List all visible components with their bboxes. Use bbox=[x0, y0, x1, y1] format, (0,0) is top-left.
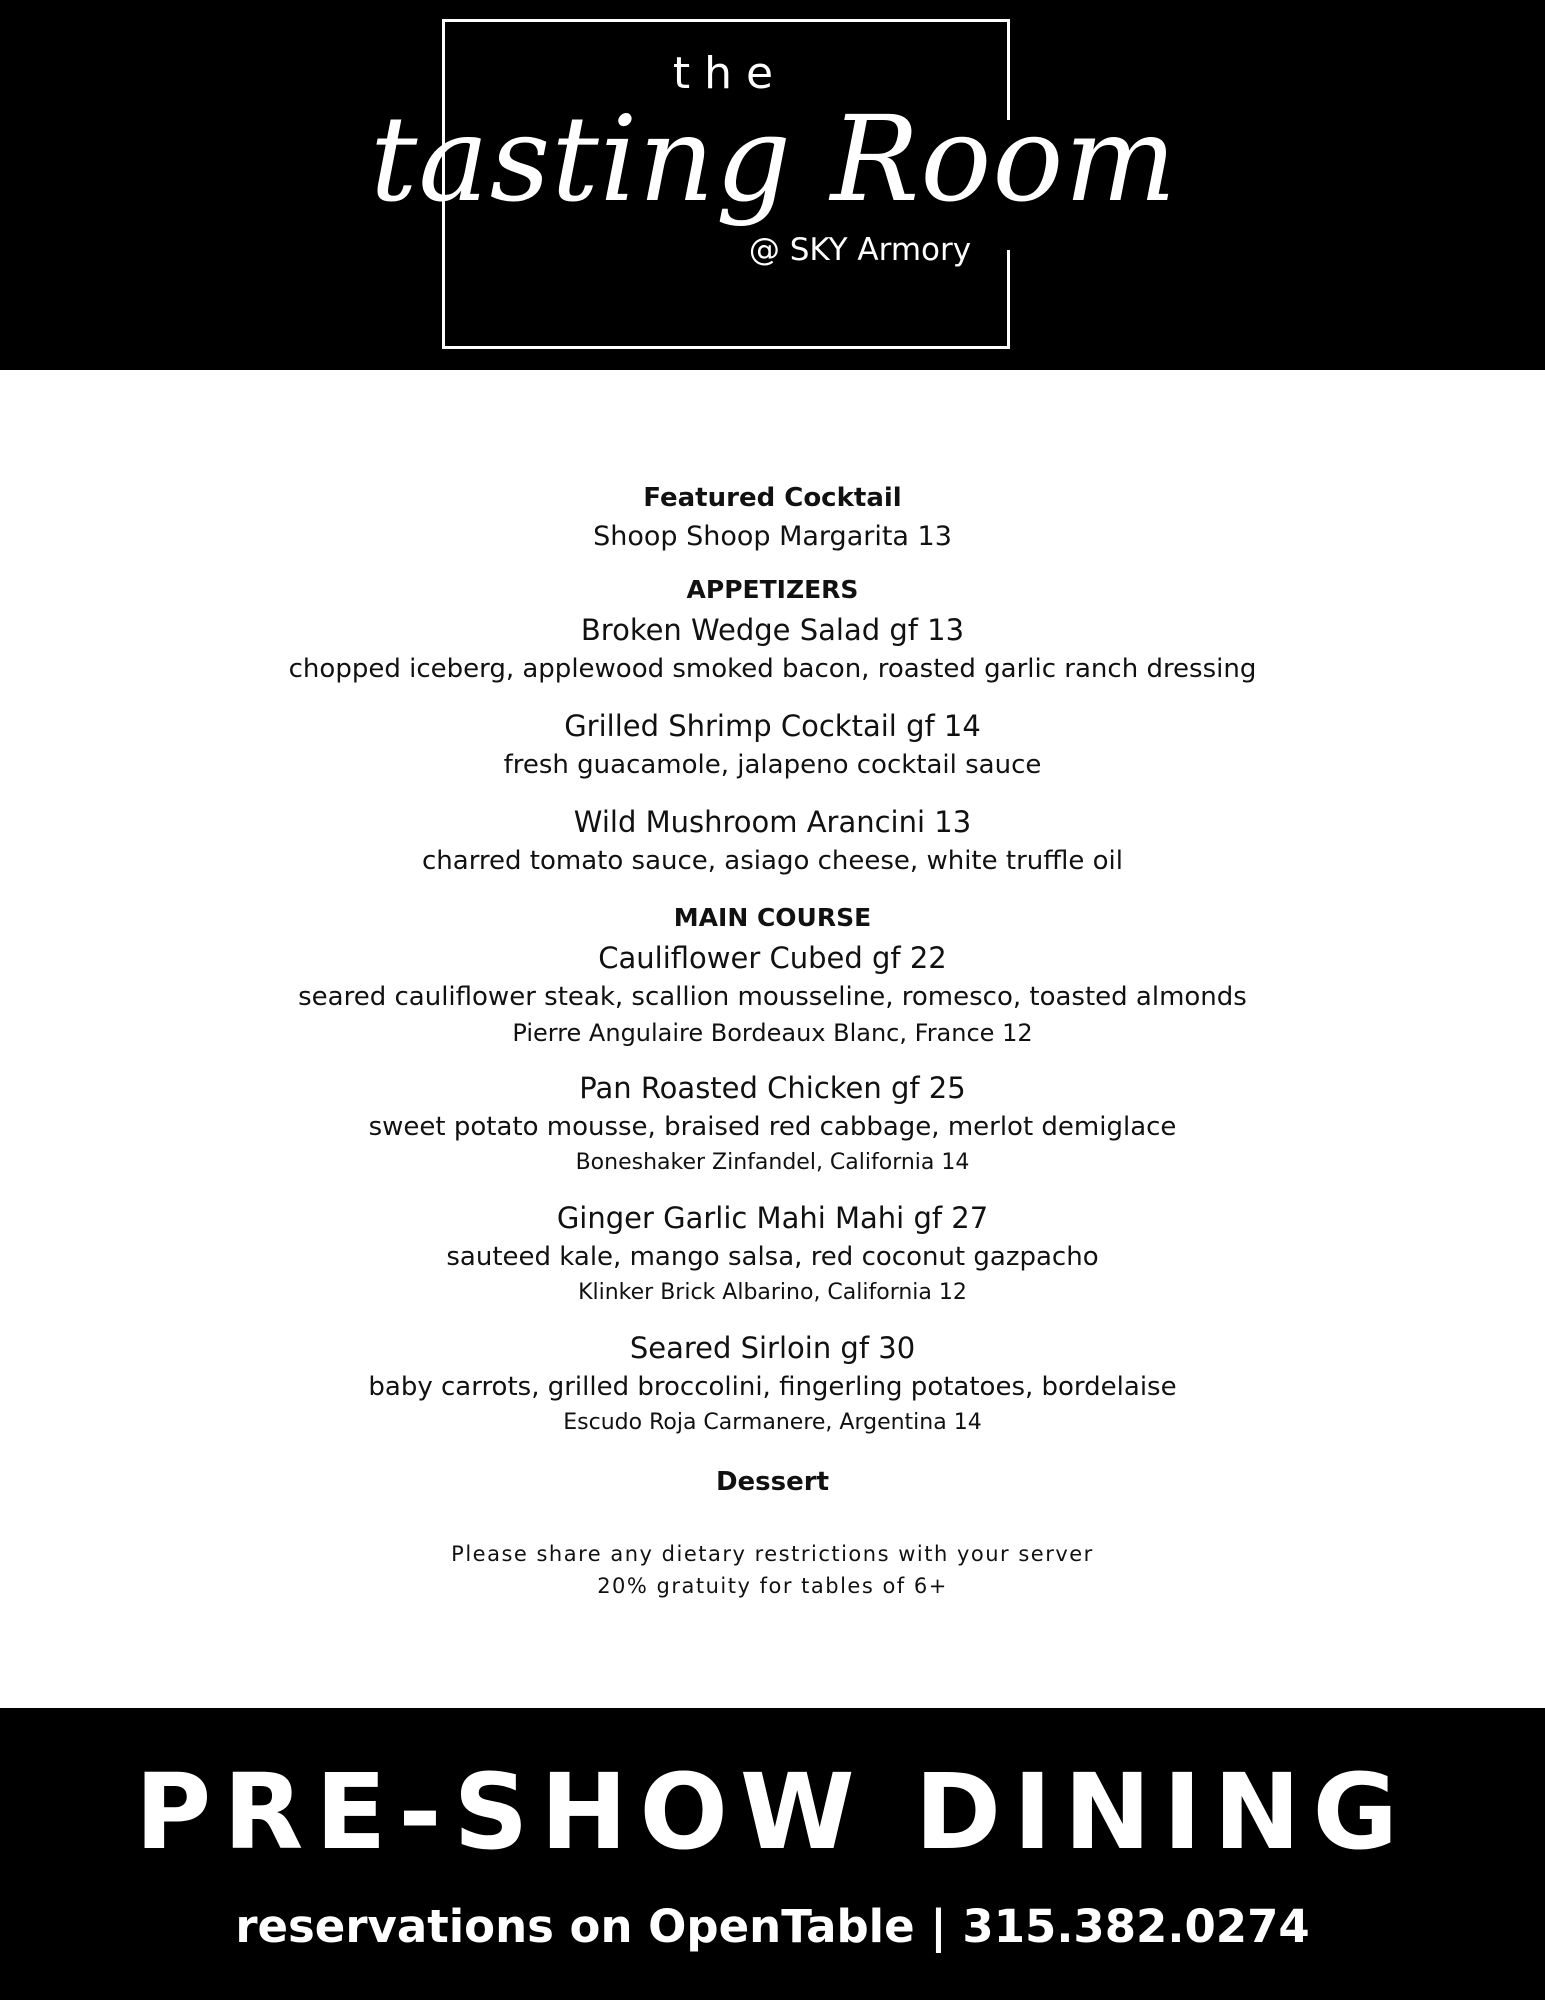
logo-location: @ SKY Armory bbox=[748, 232, 972, 268]
menu-item bbox=[0, 610, 1545, 688]
dish-name: Ginger Garlic Mahi Mahi gf 27 bbox=[556, 1201, 989, 1235]
wine-pairing: Pierre Angulaire Bordeaux Blanc, France 12 bbox=[512, 1019, 1033, 1047]
dish-description: seared cauliflower steak, scallion mousseline, romesco, toasted almonds bbox=[298, 982, 1247, 1012]
notes-section bbox=[0, 1538, 1545, 1602]
main-course-section bbox=[0, 898, 1545, 1440]
dessert-title: Dessert bbox=[715, 1467, 830, 1497]
menu-item bbox=[0, 1198, 1545, 1310]
wine-pairing: Klinker Brick Albarino, California 12 bbox=[578, 1280, 967, 1305]
wine-pairing: Boneshaker Zinfandel, California 14 bbox=[575, 1150, 970, 1175]
menu-body bbox=[0, 478, 1545, 1602]
dish-name: Seared Sirloin gf 30 bbox=[629, 1331, 916, 1365]
dish-description: fresh guacamole, jalapeno cocktail sauce bbox=[503, 750, 1042, 780]
dish-name: Pan Roasted Chicken gf 25 bbox=[579, 1071, 966, 1105]
dish-description: charred tomato sauce, asiago cheese, white truffle oil bbox=[421, 846, 1123, 876]
menu-item bbox=[0, 1068, 1545, 1180]
logo-name: tasting Room bbox=[370, 90, 1178, 228]
logo-the: the bbox=[672, 48, 788, 99]
dish-name: Grilled Shrimp Cocktail gf 14 bbox=[564, 709, 981, 743]
dish-description: baby carrots, grilled broccolini, fingerling potatoes, bordelaise bbox=[368, 1372, 1177, 1402]
main-course-title: MAIN COURSE bbox=[673, 903, 872, 932]
appetizers-section bbox=[0, 570, 1545, 880]
header-banner bbox=[0, 0, 1545, 370]
dish-name: Broken Wedge Salad gf 13 bbox=[580, 613, 965, 647]
featured-title: Featured Cocktail bbox=[643, 483, 902, 513]
footer-title: PRE-SHOW DINING bbox=[135, 1751, 1410, 1873]
menu-item bbox=[0, 938, 1545, 1050]
dish-description: sauteed kale, mango salsa, red coconut gazpacho bbox=[446, 1242, 1099, 1272]
dish-description: chopped iceberg, applewood smoked bacon, roasted garlic ranch dressing bbox=[288, 654, 1257, 684]
featured-section bbox=[0, 478, 1545, 556]
gratuity-note: 20% gratuity for tables of 6+ bbox=[597, 1574, 948, 1598]
dessert-section bbox=[0, 1462, 1545, 1502]
footer-banner bbox=[0, 1708, 1545, 2000]
featured-item: Shoop Shoop Margarita 13 bbox=[593, 521, 952, 552]
menu-item bbox=[0, 802, 1545, 880]
menu-item bbox=[0, 706, 1545, 784]
reservations-info: reservations on OpenTable | 315.382.0274 bbox=[235, 1900, 1310, 1953]
dish-name: Cauliflower Cubed gf 22 bbox=[598, 941, 947, 975]
menu-item bbox=[0, 1328, 1545, 1440]
dietary-note: Please share any dietary restrictions with your server bbox=[451, 1542, 1094, 1566]
dish-description: sweet potato mousse, braised red cabbage, merlot demiglace bbox=[368, 1112, 1177, 1142]
appetizers-title: APPETIZERS bbox=[686, 575, 859, 604]
wine-pairing: Escudo Roja Carmanere, Argentina 14 bbox=[563, 1410, 982, 1435]
dish-name: Wild Mushroom Arancini 13 bbox=[573, 805, 972, 839]
